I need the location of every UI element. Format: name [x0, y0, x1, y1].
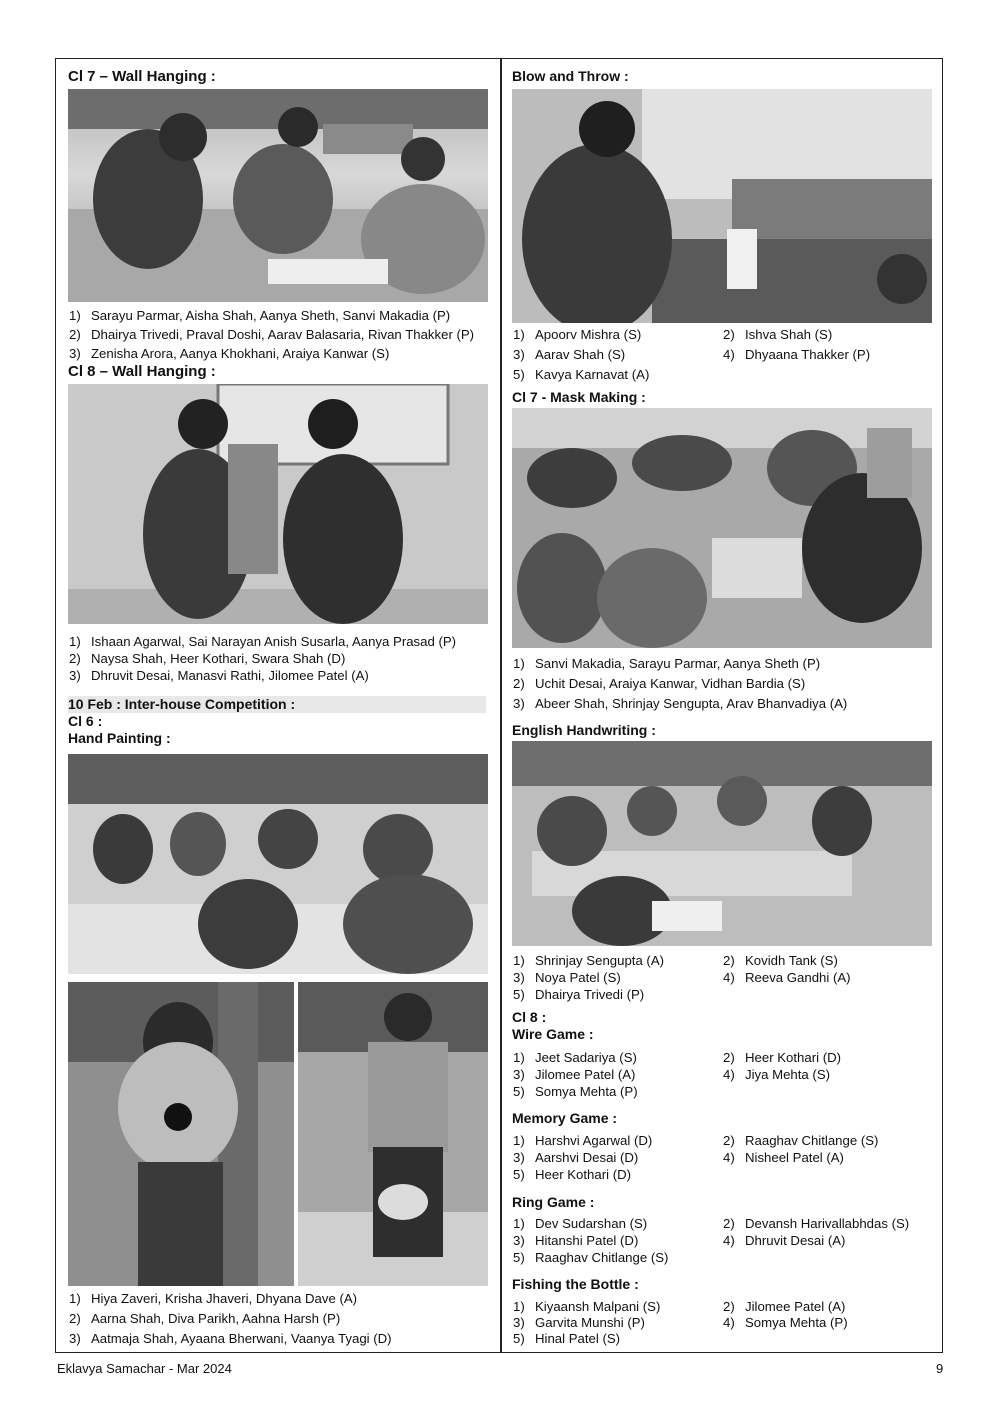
column-divider: [500, 58, 502, 1353]
hand-painting-results: [69, 1289, 392, 1349]
list-item: 1) Apoorv Mishra (S): [513, 327, 642, 342]
list-item: 3) Hitanshi Patel (D): [513, 1233, 639, 1248]
cl7-mask-making-title: Cl 7 - Mask Making :: [512, 389, 646, 405]
list-item: 2) Uchit Desai, Araiya Kanwar, Vidhan Bardia (S): [513, 676, 806, 691]
list-item: 1) Ishaan Agarwal, Sai Narayan Anish Susarla, Aanya Prasad (P): [69, 634, 457, 649]
cl7-wall-hanging-results: [69, 306, 474, 363]
cl8-label: Cl 8 :: [512, 1009, 547, 1025]
list-item: 2) Kovidh Tank (S): [723, 953, 838, 968]
list-item: 1) Hiya Zaveri, Krisha Jhaveri, Dhyana Dave (A): [69, 1291, 358, 1306]
list-item: 5) Hinal Patel (S): [513, 1331, 621, 1346]
list-item: 1) Sarayu Parmar, Aisha Shah, Aanya Sheth, Sanvi Makadia (P): [69, 308, 451, 323]
list-item: 2) Dhairya Trivedi, Praval Doshi, Aarav Balasaria, Rivan Thakker (P): [69, 327, 475, 342]
list-item: 3) Dhruvit Desai, Manasvi Rathi, Jilomee Patel (A): [69, 668, 369, 683]
list-item: 3) Aarshvi Desai (D): [513, 1150, 639, 1165]
list-item: 4) Somya Mehta (P): [723, 1315, 848, 1330]
interhouse-competition-title: 10 Feb : Inter-house Competition :: [68, 696, 486, 713]
list-item: 2) Naysa Shah, Heer Kothari, Swara Shah (D): [69, 651, 346, 666]
list-item: 2) Raaghav Chitlange (S): [723, 1133, 879, 1148]
hand-painting-title: Hand Painting :: [68, 730, 171, 746]
list-item: 5) Somya Mehta (P): [513, 1084, 638, 1099]
list-item: 4) Dhyaana Thakker (P): [723, 347, 871, 362]
blow-throw-title: Blow and Throw :: [512, 68, 629, 84]
list-item: 3) Jilomee Patel (A): [513, 1067, 636, 1082]
list-item: 1) Shrinjay Sengupta (A): [513, 953, 665, 968]
photo-mask-making: [512, 408, 932, 648]
photo-english-handwriting: [512, 741, 932, 946]
list-item: 3) Abeer Shah, Shrinjay Sengupta, Arav Bhanvadiya (A): [513, 696, 848, 711]
list-item: 5) Dhairya Trivedi (P): [513, 987, 645, 1002]
list-item: 3) Aatmaja Shah, Ayaana Bherwani, Vaanya Tyagi (D): [69, 1331, 392, 1346]
footer-publication: Eklavya Samachar - Mar 2024: [57, 1361, 232, 1376]
cl7-mask-making-results: [513, 654, 847, 714]
list-item: 1) Jeet Sadariya (S): [513, 1050, 637, 1065]
list-item: 3) Noya Patel (S): [513, 970, 621, 985]
list-item: 5) Kavya Karnavat (A): [513, 367, 650, 382]
photo-hand-painting-boy: [298, 982, 488, 1286]
photo-blow-throw: [512, 89, 932, 323]
list-item: 4) Nisheel Patel (A): [723, 1150, 844, 1165]
list-item: 2) Ishva Shah (S): [723, 327, 833, 342]
cl6-label: Cl 6 :: [68, 713, 103, 729]
photo-cl7-wall-hanging: [68, 89, 488, 302]
list-item: 2) Aarna Shah, Diva Parikh, Aahna Harsh (P): [69, 1311, 341, 1326]
fishing-bottle-results: [513, 1299, 933, 1351]
photo-hand-painting-group: [68, 754, 488, 974]
fishing-bottle-title: Fishing the Bottle :: [512, 1276, 639, 1292]
ring-game-title: Ring Game :: [512, 1194, 595, 1210]
list-item: 4) Reeva Gandhi (A): [723, 970, 851, 985]
list-item: 3) Aarav Shah (S): [513, 347, 626, 362]
list-item: 4) Jiya Mehta (S): [723, 1067, 831, 1082]
photo-hand-painting-girl: [68, 982, 294, 1286]
list-item: 1) Kiyaansh Malpani (S): [513, 1299, 661, 1314]
wire-game-results: [513, 1050, 933, 1102]
memory-game-title: Memory Game :: [512, 1110, 618, 1126]
list-item: 3) Zenisha Arora, Aanya Khokhani, Araiya Kanwar (S): [69, 346, 390, 361]
list-item: 2) Jilomee Patel (A): [723, 1299, 846, 1314]
list-item: 2) Heer Kothari (D): [723, 1050, 842, 1065]
list-item: 5) Heer Kothari (D): [513, 1167, 632, 1182]
list-item: 1) Harshvi Agarwal (D): [513, 1133, 653, 1148]
blow-throw-results: [513, 327, 933, 387]
list-item: 3) Garvita Munshi (P): [513, 1315, 645, 1330]
list-item: 4) Dhruvit Desai (A): [723, 1233, 846, 1248]
photo-cl8-wall-hanging: [68, 384, 488, 624]
list-item: 1) Sanvi Makadia, Sarayu Parmar, Aanya Sheth (P): [513, 656, 821, 671]
cl8-wall-hanging-title: Cl 8 – Wall Hanging :: [68, 363, 216, 380]
cl7-wall-hanging-title: Cl 7 – Wall Hanging :: [68, 68, 216, 85]
list-item: 1) Dev Sudarshan (S): [513, 1216, 648, 1231]
list-item: 2) Devansh Harivallabhdas (S): [723, 1216, 910, 1231]
ring-game-results: [513, 1216, 933, 1268]
wire-game-title: Wire Game :: [512, 1026, 594, 1042]
cl8-wall-hanging-results: [69, 633, 456, 684]
memory-game-results: [513, 1133, 933, 1185]
page-number: 9: [936, 1361, 944, 1376]
list-item: 5) Raaghav Chitlange (S): [513, 1250, 669, 1265]
english-handwriting-results: [513, 953, 933, 1005]
english-handwriting-title: English Handwriting :: [512, 722, 656, 738]
